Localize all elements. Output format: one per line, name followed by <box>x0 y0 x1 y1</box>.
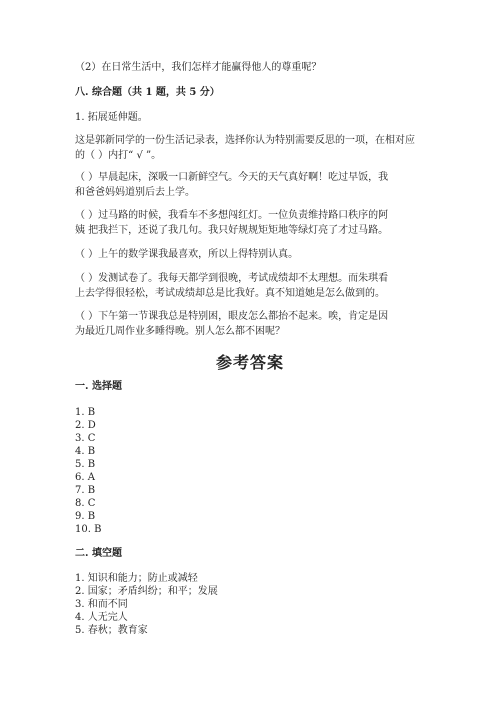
answer-item: 4. 人无完人 <box>75 612 128 623</box>
entry-line: 为最近几周作业多睡得晚。别人怎么都不困呢？ <box>75 326 285 337</box>
entry-line: 上去学得很轻松，考试成绩却总是比我好。真不知道她是怎么做到的。 <box>75 288 385 299</box>
entry-line: （ ）早晨起床，深吸一口新鲜空气。今天的天气真好啊！吃过早饭，我 <box>75 172 389 183</box>
answer-item: 1. B <box>75 407 96 418</box>
answer-item: 2. D <box>75 420 96 431</box>
answer-item: 8. C <box>75 498 96 509</box>
intro-line: 的（ ）内打“ √ ”。 <box>75 150 162 161</box>
intro-line: 这是郭新同学的一份生活记录表，选择你认为特别需要反思的一项，在相对应 <box>75 135 415 146</box>
answer-item: 3. C <box>75 433 96 444</box>
answer-item: 7. B <box>75 485 96 496</box>
answer-item: 5. B <box>75 459 96 470</box>
answer-item: 2. 国家；矛盾纠纷；和平；发展 <box>75 586 218 597</box>
entry-line: 和爸爸妈妈道别后去上学。 <box>75 187 195 198</box>
entry-line: 姨 把我拦下，还说了我几句。我只好规规矩矩地等绿灯亮了才过马路。 <box>75 225 389 236</box>
answer-item: 5. 春秋；教育家 <box>75 625 148 636</box>
entry-line: （ ）下午第一节课我总是特别困，眼皮怎么都抬不起来。唉，肯定是因 <box>75 311 389 322</box>
answer-item: 1. 知识和能力；防止或减轻 <box>75 573 198 584</box>
section-2-heading: 二. 填空题 <box>75 548 122 559</box>
answer-item: 6. A <box>75 472 95 483</box>
answer-item: 4. B <box>75 446 96 457</box>
answer-item: 3. 和而不同 <box>75 599 128 610</box>
entry-line: （ ）发测试卷了。我每天都学到很晚，考试成绩却不太理想。而朱琪看 <box>75 273 389 284</box>
entry-line: （ ）过马路的时候，我看车不多想闯红灯。一位负责维持路口秩序的阿 <box>75 210 389 221</box>
answer-item: 9. B <box>75 511 96 522</box>
section-8-heading: 八. 综合题（共 1 题，共 5 分） <box>75 87 220 98</box>
question-2: （2）在日常生活中，我们怎样才能赢得他人的尊重呢？ <box>75 62 322 73</box>
answer-item: 10. B <box>75 524 102 535</box>
section-1-heading: 一. 选择题 <box>75 381 122 392</box>
answer-title: 参考答案 <box>215 353 284 372</box>
item-1: 1. 拓展延伸题。 <box>75 112 148 123</box>
entry-line: （ ）上午的数学课我最喜欢，所以上得特别认真。 <box>75 249 299 260</box>
